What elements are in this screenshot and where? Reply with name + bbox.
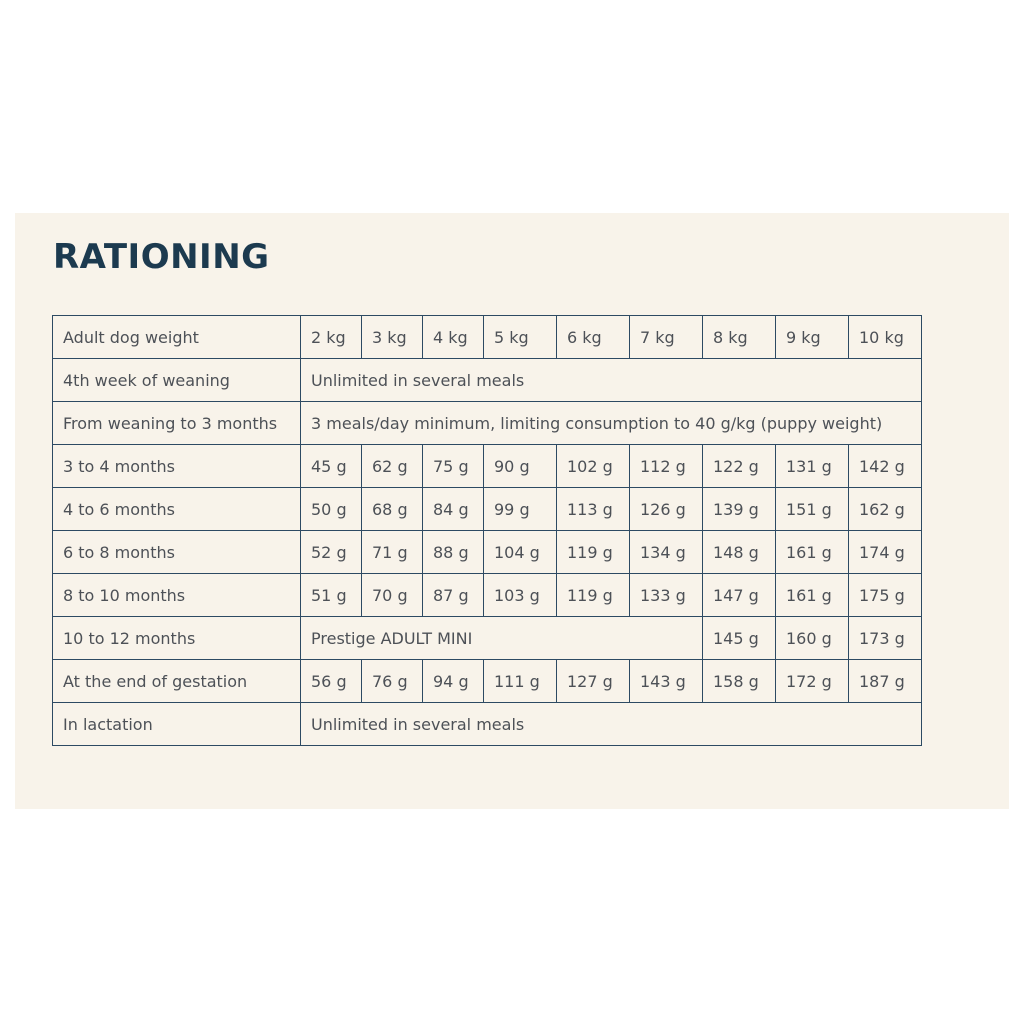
weight-header-cell: 7 kg [630, 316, 703, 359]
row-label: From weaning to 3 months [53, 402, 301, 445]
row-label: 10 to 12 months [53, 617, 301, 660]
value-cell: 56 g [301, 660, 362, 703]
value-cell: 104 g [484, 531, 557, 574]
rationing-panel [15, 213, 1009, 809]
value-cell: 162 g [849, 488, 922, 531]
value-cell: 112 g [630, 445, 703, 488]
value-cell: 102 g [557, 445, 630, 488]
value-cell: 88 g [423, 531, 484, 574]
value-cell: 173 g [849, 617, 922, 660]
value-cell: 145 g [703, 617, 776, 660]
table-row [53, 402, 922, 445]
row-label: 8 to 10 months [53, 574, 301, 617]
table-row [53, 660, 922, 703]
span-cell: Unlimited in several meals [301, 359, 922, 402]
weight-header-cell: 3 kg [362, 316, 423, 359]
value-cell: 175 g [849, 574, 922, 617]
value-cell: 111 g [484, 660, 557, 703]
header-row [53, 316, 922, 359]
row-label: At the end of gestation [53, 660, 301, 703]
value-cell: 151 g [776, 488, 849, 531]
value-cell: 76 g [362, 660, 423, 703]
span-cell: 3 meals/day minimum, limiting consumption to 40 g/kg (puppy weight) [301, 402, 922, 445]
value-cell: 103 g [484, 574, 557, 617]
value-cell: 133 g [630, 574, 703, 617]
value-cell: 75 g [423, 445, 484, 488]
rationing-table [52, 315, 922, 746]
value-cell: 143 g [630, 660, 703, 703]
table-row [53, 531, 922, 574]
value-cell: 172 g [776, 660, 849, 703]
value-cell: 68 g [362, 488, 423, 531]
row-label: 3 to 4 months [53, 445, 301, 488]
value-cell: 139 g [703, 488, 776, 531]
weight-header-cell: 5 kg [484, 316, 557, 359]
weight-header-cell: 2 kg [301, 316, 362, 359]
table-row [53, 574, 922, 617]
value-cell: 142 g [849, 445, 922, 488]
value-cell: 126 g [630, 488, 703, 531]
value-cell: 50 g [301, 488, 362, 531]
span-cell: Unlimited in several meals [301, 703, 922, 746]
weight-header-cell: 6 kg [557, 316, 630, 359]
value-cell: 62 g [362, 445, 423, 488]
table-row [53, 488, 922, 531]
value-cell: 134 g [630, 531, 703, 574]
value-cell: 161 g [776, 574, 849, 617]
value-cell: 99 g [484, 488, 557, 531]
value-cell: 90 g [484, 445, 557, 488]
value-cell: 70 g [362, 574, 423, 617]
value-cell: 131 g [776, 445, 849, 488]
row-label: In lactation [53, 703, 301, 746]
value-cell: 71 g [362, 531, 423, 574]
value-cell: 52 g [301, 531, 362, 574]
value-cell: 147 g [703, 574, 776, 617]
value-cell: 158 g [703, 660, 776, 703]
value-cell: 94 g [423, 660, 484, 703]
value-cell: 127 g [557, 660, 630, 703]
table-row [53, 445, 922, 488]
row-label: 6 to 8 months [53, 531, 301, 574]
value-cell: 84 g [423, 488, 484, 531]
weight-header-cell: 10 kg [849, 316, 922, 359]
section-title: RATIONING [53, 237, 270, 277]
table-row [53, 359, 922, 402]
span-cell: Prestige ADULT MINI [301, 617, 703, 660]
table-row [53, 617, 922, 660]
value-cell: 119 g [557, 531, 630, 574]
weight-header-cell: 4 kg [423, 316, 484, 359]
value-cell: 87 g [423, 574, 484, 617]
row-label: Adult dog weight [53, 316, 301, 359]
value-cell: 122 g [703, 445, 776, 488]
value-cell: 51 g [301, 574, 362, 617]
row-label: 4 to 6 months [53, 488, 301, 531]
value-cell: 119 g [557, 574, 630, 617]
table-row [53, 703, 922, 746]
weight-header-cell: 8 kg [703, 316, 776, 359]
value-cell: 187 g [849, 660, 922, 703]
value-cell: 174 g [849, 531, 922, 574]
value-cell: 45 g [301, 445, 362, 488]
value-cell: 113 g [557, 488, 630, 531]
value-cell: 161 g [776, 531, 849, 574]
value-cell: 160 g [776, 617, 849, 660]
weight-header-cell: 9 kg [776, 316, 849, 359]
row-label: 4th week of weaning [53, 359, 301, 402]
value-cell: 148 g [703, 531, 776, 574]
